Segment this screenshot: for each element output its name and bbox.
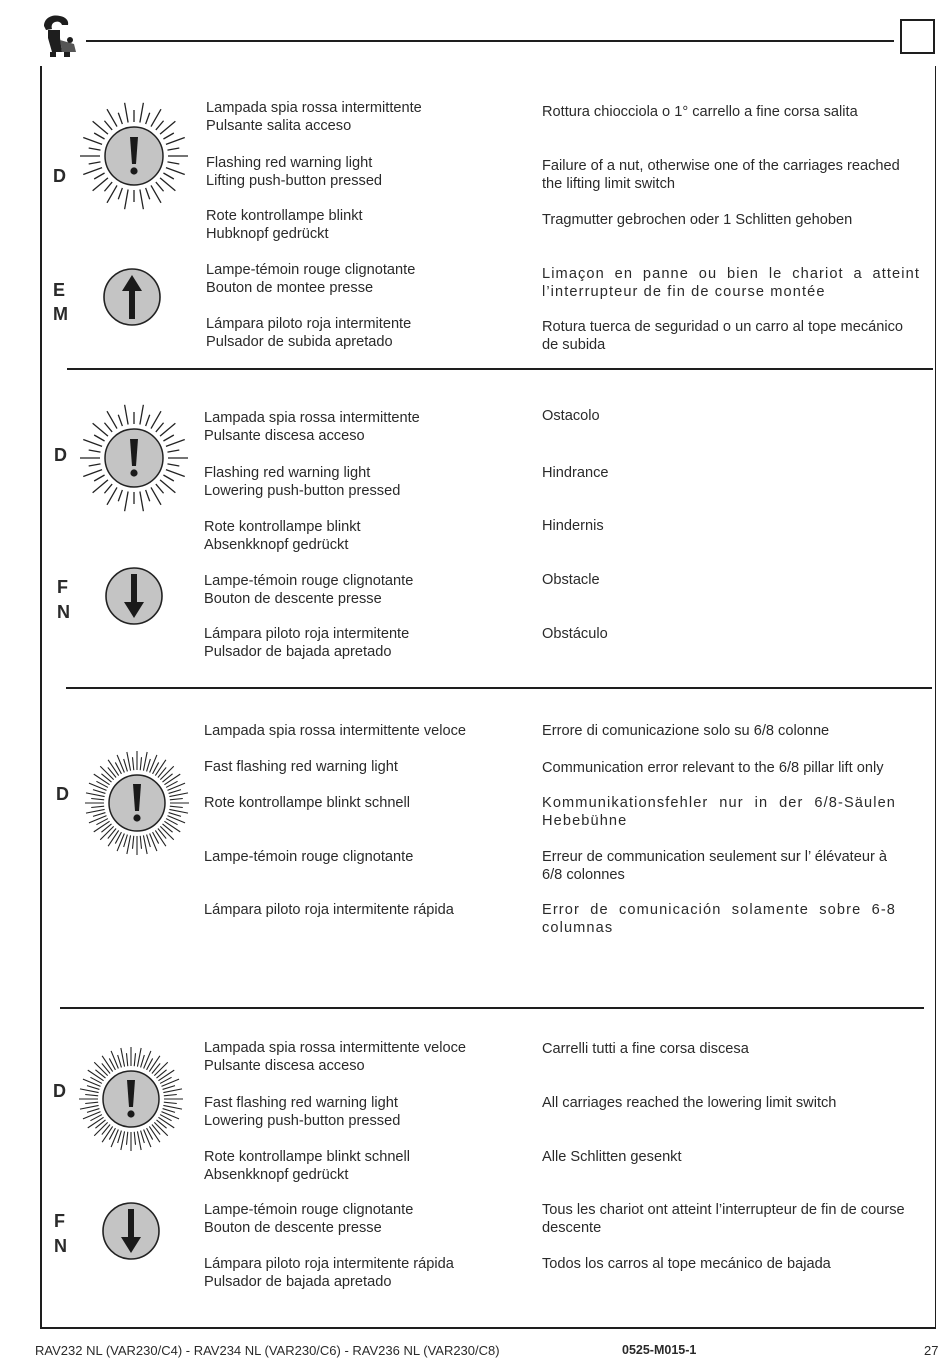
text-block: Lámpara piloto roja intermitente rápida Pulsador de bajada apretado (204, 1256, 454, 1290)
section-divider (66, 687, 932, 689)
text-block: Rote kontrollampe blinkt schnell (204, 795, 411, 811)
description: All carriages reached the lowering limit switch (542, 1095, 837, 1111)
fast-flashing-warning-light-icon (78, 1046, 184, 1152)
flashing-warning-light-icon (78, 100, 190, 212)
code-m: M (53, 304, 68, 324)
code-d: D (53, 1081, 66, 1101)
description: Obstáculo (542, 626, 608, 642)
description: Erreur de communication seulement sur l’ élévateur à 6/8 colonnes (542, 849, 888, 883)
code-f: F (54, 1211, 65, 1231)
description: Alle Schlitten gesenkt (542, 1149, 682, 1165)
description: Tragmutter gebrochen oder 1 Schlitten gehoben (542, 212, 853, 228)
up-arrow-button-icon (101, 266, 163, 328)
code-f: F (57, 577, 68, 597)
description: Kommunikationsfehler nur in der 6/8-Säulen Hebebühne (542, 795, 896, 829)
text-block: Lampada spia rossa intermittente veloce Pulsante discesa acceso (204, 1040, 467, 1074)
code-n: N (57, 602, 70, 622)
text-block: Lampada spia rossa intermittente veloce (204, 723, 467, 739)
description: Rotura tuerca de seguridad o un carro al tope mecánico de subida (542, 319, 904, 353)
footer-doc-code: 0525-M015-1 (622, 1343, 697, 1357)
description: Obstacle (542, 572, 600, 588)
text-block: Lampe-témoin rouge clignotante Bouton de montee presse (206, 262, 416, 296)
text-block: Lampada spia rossa intermittente Pulsante salita acceso (206, 100, 422, 134)
fast-flashing-warning-light-icon (84, 750, 190, 856)
header-rule (86, 40, 894, 42)
text-block: Fast flashing red warning light (204, 759, 398, 775)
text-block: Rote kontrollampe blinkt Absenkknopf gedrückt (204, 519, 361, 553)
description: Hindernis (542, 518, 604, 534)
page-number: 27 (924, 1343, 939, 1358)
description: Carrelli tutti a fine corsa discesa (542, 1041, 749, 1057)
text-block: Flashing red warning light Lowering push-button pressed (204, 465, 401, 499)
description: Communication error relevant to the 6/8 pillar lift only (542, 760, 884, 776)
code-d: D (54, 445, 67, 465)
text-block: Flashing red warning light Lifting push-button pressed (206, 155, 383, 189)
code-d: D (56, 784, 69, 804)
text-block: Lámpara piloto roja intermitente Pulsador de bajada apretado (204, 626, 410, 660)
text-block: Lampe-témoin rouge clignotante (204, 849, 414, 865)
code-n: N (54, 1236, 67, 1256)
down-arrow-button-icon (104, 566, 164, 626)
text-block: Lampada spia rossa intermittente Pulsante discesa acceso (204, 410, 420, 444)
code-d: D (53, 166, 66, 186)
description: Ostacolo (542, 408, 600, 424)
description: Limaçon en panne ou bien le chariot a atteint l’interrupteur de fin de course montée (542, 266, 920, 300)
description: Tous les chariot ont atteint l’interrupteur de fin de course descente (542, 1202, 905, 1236)
bottom-rule (40, 1327, 936, 1329)
description: Error de comunicación solamente sobre 6-8 columnas (542, 902, 896, 936)
section-divider (60, 1007, 924, 1009)
text-block: Fast flashing red warning light Lowering push-button pressed (204, 1095, 401, 1129)
right-margin-rule (935, 66, 936, 1328)
description: Errore di comunicazione solo su 6/8 colonne (542, 723, 830, 739)
maintenance-worker-logo-icon (38, 12, 80, 58)
header-corner-box (900, 19, 935, 54)
text-block: Lampe-témoin rouge clignotante Bouton de descente presse (204, 1202, 414, 1236)
text-block: Lámpara piloto roja intermitente Pulsador de subida apretado (206, 316, 412, 350)
description: Failure of a nut, otherwise one of the carriages reached the lifting limit switch (542, 158, 900, 192)
text-block: Lámpara piloto roja intermitente rápida (204, 902, 454, 918)
footer-models: RAV232 NL (VAR230/C4) - RAV234 NL (VAR230/C6) - RAV236 NL (VAR230/C8) (35, 1343, 500, 1358)
text-block: Rote kontrollampe blinkt schnell Absenkknopf gedrückt (204, 1149, 411, 1183)
text-block: Rote kontrollampe blinkt Hubknopf gedrückt (206, 208, 363, 242)
description: Rottura chiocciola o 1° carrello a fine corsa salita (542, 104, 858, 120)
description: Todos los carros al tope mecánico de bajada (542, 1256, 831, 1272)
left-margin-rule (40, 66, 42, 1328)
code-e: E (53, 280, 66, 300)
flashing-warning-light-icon (78, 402, 190, 514)
description: Hindrance (542, 465, 609, 481)
section-divider (67, 368, 933, 370)
down-arrow-button-icon (101, 1201, 161, 1261)
text-block: Lampe-témoin rouge clignotante Bouton de descente presse (204, 573, 414, 607)
